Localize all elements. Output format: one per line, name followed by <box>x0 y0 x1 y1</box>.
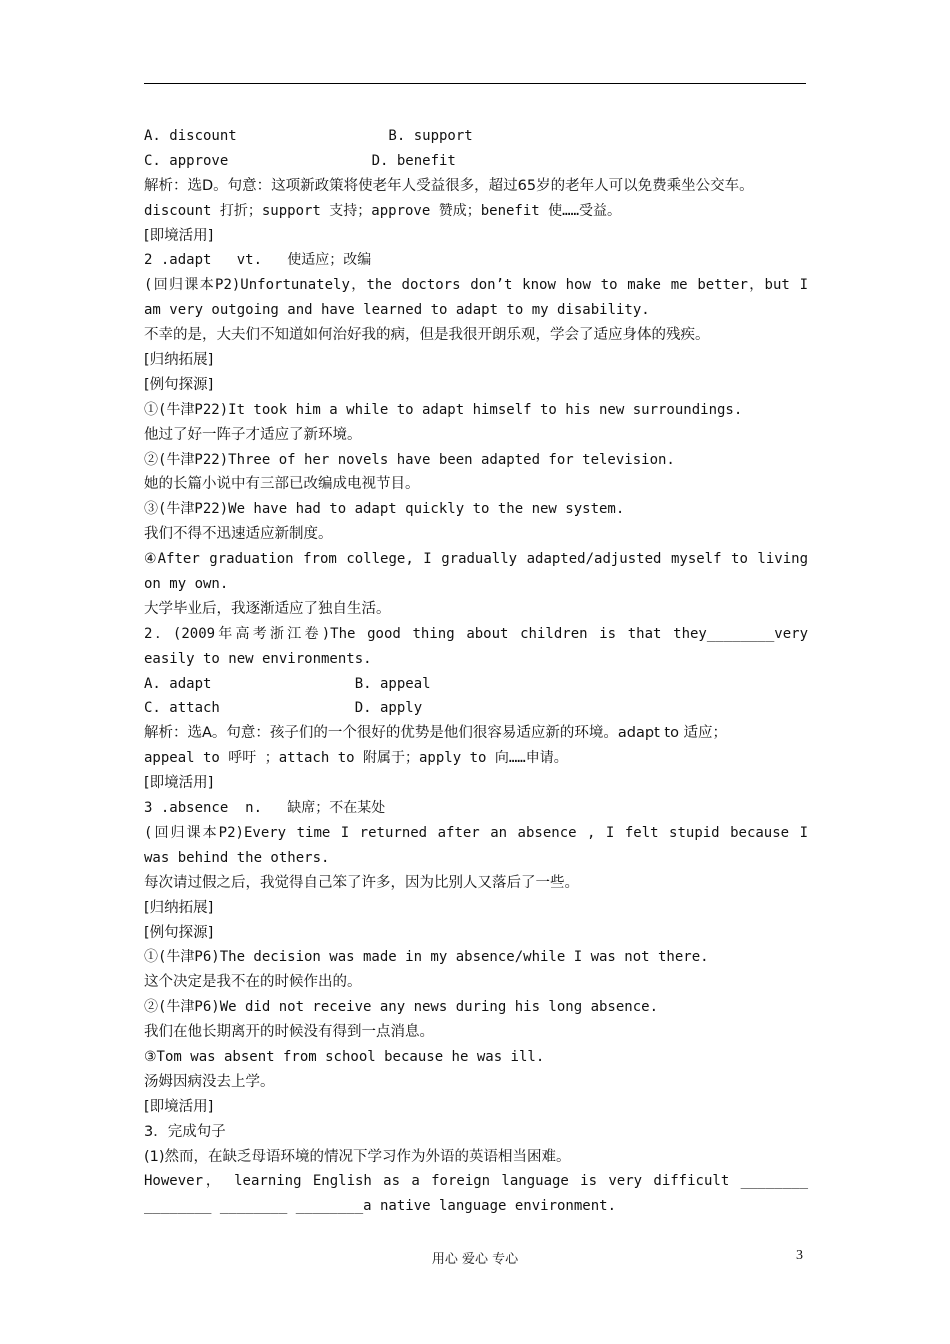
text-line: (回归课本P2)Unfortunately，the doctors don’t know how to make me better，but I <box>144 277 808 294</box>
text-line: A. adapt B. appeal <box>144 675 431 692</box>
text-line: 我们不得不迅速适应新制度。 <box>144 526 333 543</box>
text-line: easily to new environments. <box>144 650 372 667</box>
text-line: [例句探源] <box>144 924 214 941</box>
text-line: [即境活用] <box>144 775 214 792</box>
text-line: on my own. <box>144 576 229 593</box>
text-line: 解析：选D。句意：这项新政策将使老年人受益很多，超过65岁的老年人可以免费乘坐公交车。 <box>144 177 754 194</box>
text-line: [例句探源] <box>144 376 214 393</box>
text-line: 解析：选A。句意：孩子们的一个很好的优势是他们很容易适应新的环境。adapt to 适应； <box>144 725 728 742</box>
text-line: C. approve D. benefit <box>144 152 456 169</box>
text-line: discount 打折；support 支持；approve 赞成；benefit 使……受益。 <box>144 202 622 219</box>
text-line: 汤姆因病没去上学。 <box>144 1073 275 1090</box>
text-line: C. attach D. apply <box>144 700 423 717</box>
text-line: ________ ________ ________a native language environment. <box>144 1198 617 1215</box>
text-line: (1)然而，在缺乏母语环境的情况下学习作为外语的英语相当困难。 <box>144 1148 571 1165</box>
text-line: 3．完成句子 <box>144 1123 226 1140</box>
text-line: ③(牛津P22)We have had to adapt quickly to the new system. <box>144 501 625 518</box>
text-line: (回归课本P2)Every time I returned after an absence , I felt stupid because I <box>144 824 808 841</box>
page-footer: 用心 爱心 专心 <box>431 1252 519 1267</box>
text-line: was behind the others. <box>144 849 330 866</box>
text-line: 3 .absence n. 缺席；不在某处 <box>144 800 386 817</box>
document-body <box>144 124 808 1219</box>
text-line: 这个决定是我不在的时候作出的。 <box>144 974 362 991</box>
text-line: ②(牛津P22)Three of her novels have been adapted for television. <box>144 451 675 468</box>
text-line: However， learning English as a foreign language is very difficult ________ <box>144 1173 808 1190</box>
text-line: 2．(2009年高考浙江卷)The good thing about children is that they________very <box>144 625 808 642</box>
text-line: 他过了好一阵子才适应了新环境。 <box>144 426 362 443</box>
text-line: [即境活用] <box>144 227 214 244</box>
text-line: [归纳拓展] <box>144 899 214 916</box>
text-line: 她的长篇小说中有三部已改编成电视节目。 <box>144 476 420 493</box>
text-line: 我们在他长期离开的时候没有得到一点消息。 <box>144 1024 434 1041</box>
text-line: ①(牛津P6)The decision was made in my absence/while I was not there. <box>144 949 709 966</box>
text-line: appeal to 呼吁 ；attach to 附属于；apply to 向……申请。 <box>144 750 568 767</box>
text-line: 每次请过假之后，我觉得自己笨了许多，因为比别人又落后了一些。 <box>144 874 579 891</box>
text-line: [即境活用] <box>144 1098 214 1115</box>
text-line: ③Tom was absent from school because he was ill. <box>144 1048 545 1065</box>
text-line: A. discount B. support <box>144 128 473 144</box>
text-line: [归纳拓展] <box>144 352 214 369</box>
header-rule <box>144 83 806 84</box>
text-line: ②(牛津P6)We did not receive any news during his long absence. <box>144 999 659 1016</box>
text-line: ④After graduation from college, I gradually adapted/adjusted myself to living <box>144 551 808 568</box>
text-line: 2 .adapt vt. 使适应；改编 <box>144 252 372 269</box>
page-number: 3 <box>796 1248 803 1263</box>
text-line: 大学毕业后，我逐渐适应了独自生活。 <box>144 600 391 617</box>
text-line: am very outgoing and have learned to adapt to my disability. <box>144 302 650 319</box>
text-line: 不幸的是，大夫们不知道如何治好我的病，但是我很开朗乐观，学会了适应身体的残疾。 <box>144 327 710 344</box>
text-line: ①(牛津P22)It took him a while to adapt himself to his new surroundings. <box>144 401 743 418</box>
